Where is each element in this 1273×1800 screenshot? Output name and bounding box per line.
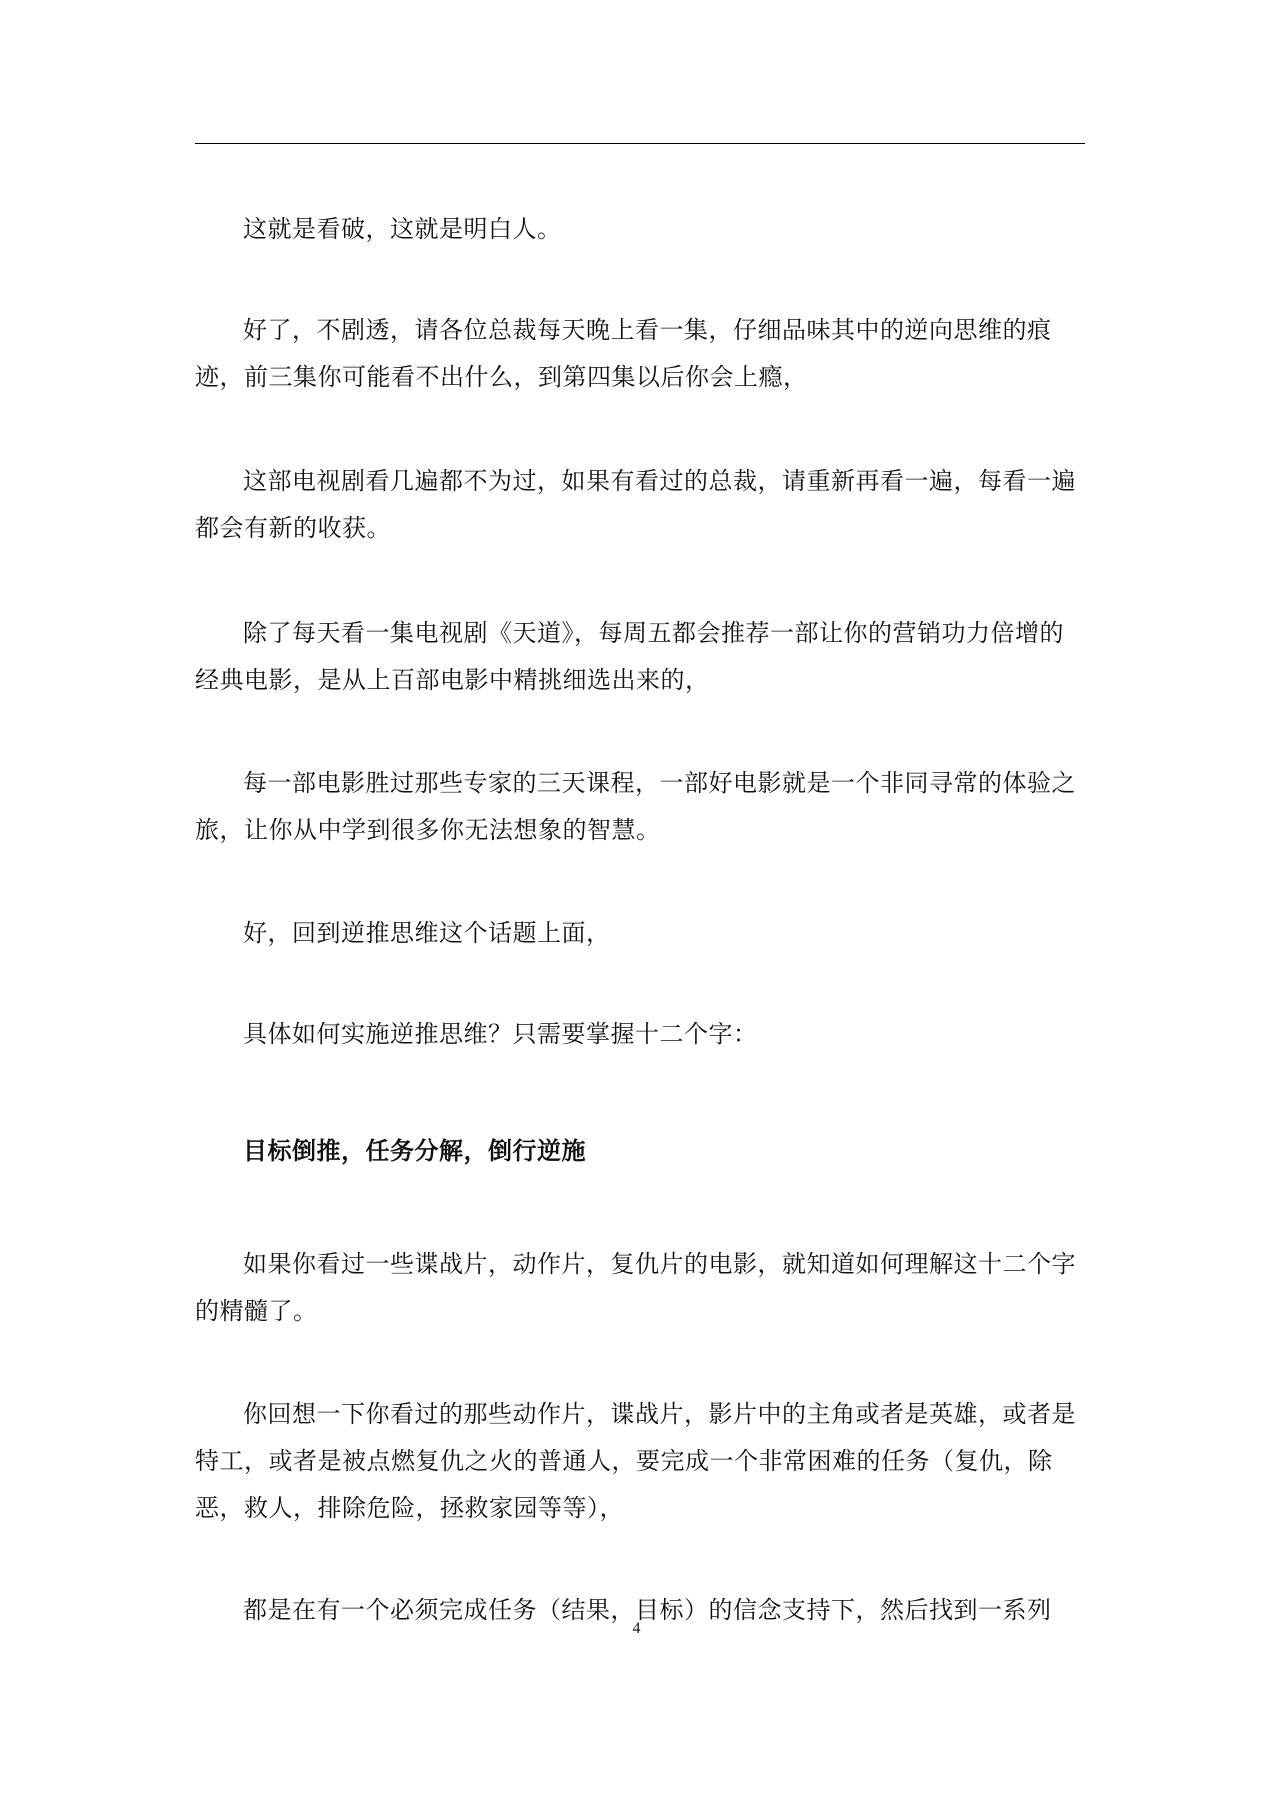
paragraph: 这就是看破，这就是明白人。	[243, 215, 562, 243]
paragraph: 具体如何实施逆推思维？只需要掌握十二个字：	[243, 1020, 758, 1048]
page-number: 4	[632, 1620, 641, 1637]
paragraph: 好了，不剧透，请各位总裁每天晚上看一集，仔细品味其中的逆向思维的痕迹，前三集你可能看不出什么，到第四集以后你会上瘾，	[195, 316, 1052, 391]
paragraph: 每一部电影胜过那些专家的三天课程，一部好电影就是一个非同寻常的体验之旅，让你从中学到很多你无法想象的智慧。	[195, 769, 1076, 844]
paragraph: 这部电视剧看几遍都不为过，如果有看过的总裁，请重新再看一遍，每看一遍都会有新的收获。	[195, 467, 1076, 542]
paragraph: 都是在有一个必须完成任务（结果，目标）的信念支持下，然后找到一系列	[243, 1596, 1052, 1624]
paragraph: 好，回到逆推思维这个话题上面，	[243, 919, 611, 947]
paragraph: 如果你看过一些谍战片，动作片，复仇片的电影，就知道如何理解这十二个字的精髓了。	[195, 1250, 1076, 1325]
emphasis-heading: 目标倒推，任务分解，倒行逆施	[243, 1137, 586, 1165]
header-rule	[195, 143, 1085, 144]
paragraph: 你回想一下你看过的那些动作片，谍战片，影片中的主角或者是英雄，或者是特工，或者是被点燃复仇之火的普通人，要完成一个非常困难的任务（复仇，除恶，救人，排除危险，拯救家园等等），	[195, 1400, 1076, 1522]
paragraph: 除了每天看一集电视剧《天道》，每周五都会推荐一部让你的营销功力倍增的经典电影，是从上百部电影中精挑细选出来的，	[195, 619, 1064, 694]
